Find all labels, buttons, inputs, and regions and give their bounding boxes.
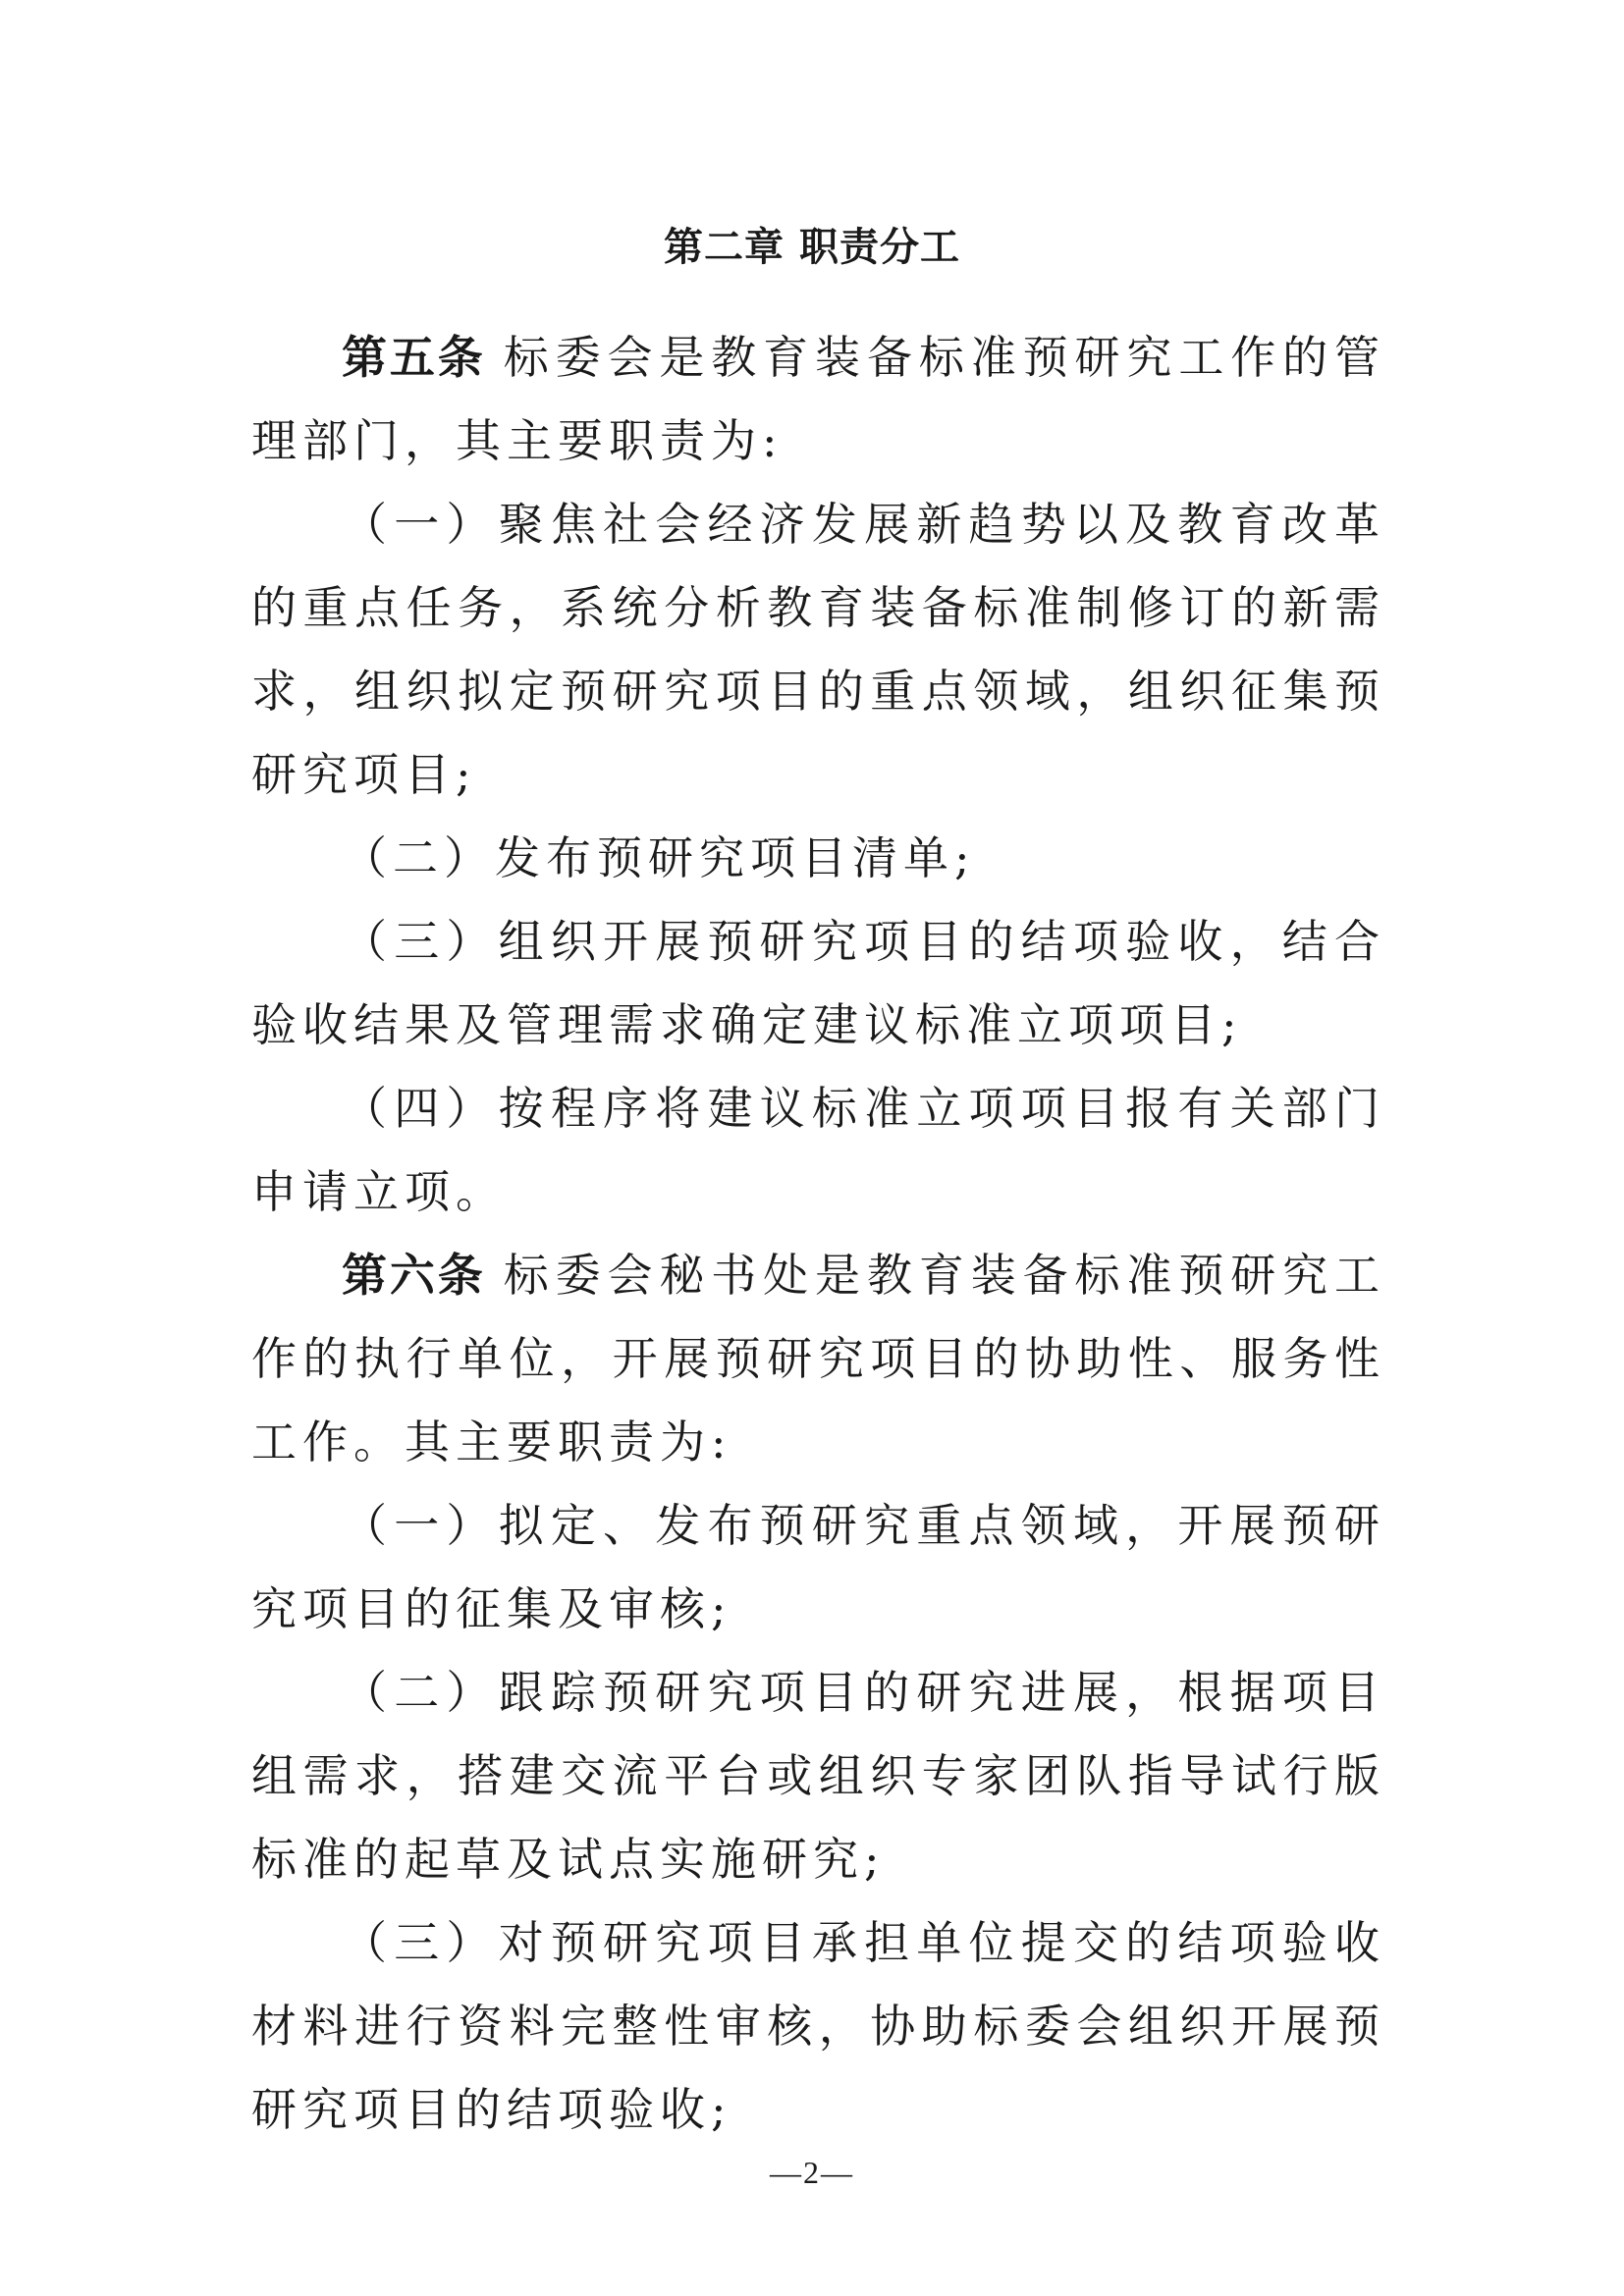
paragraph-text: （三）组织开展预研究项目的结项验收，结合验收结果及管理需求确定建议标准立项项目; (251, 915, 1385, 1051)
article-6-item-2 (251, 1651, 1385, 1901)
article-6-item-3 (251, 1901, 1385, 2152)
article-5-item-1 (251, 483, 1385, 817)
paragraph-text: （一）聚焦社会经济发展新趋势以及教育改革的重点任务，系统分析教育装备标准制修订的新需求，组织拟定预研究项目的重点领域，组织征集预研究项目; (251, 498, 1385, 801)
article-5-item-3 (251, 900, 1385, 1067)
article-5-item-2 (251, 817, 1385, 900)
paragraph-text: （三）对预研究项目承担单位提交的结项验收材料进行资料完整性审核，协助标委会组织开展预研究项目的结项验收; (251, 1916, 1385, 2136)
page-number: —2— (770, 2155, 854, 2190)
body-text (251, 316, 1385, 2152)
article-label: 第五条 (342, 331, 486, 384)
paragraph-text: （二）发布预研究项目清单; (342, 831, 976, 884)
chapter-title: 第二章 职责分工 (664, 225, 960, 270)
article-label: 第六条 (342, 1249, 486, 1302)
article-6-paragraph (251, 1234, 1385, 1484)
paragraph-text: （二）跟踪预研究项目的研究进展，根据项目组需求，搭建交流平台或组织专家团队指导试行版标准的起草及试点实施研究; (251, 1666, 1385, 1886)
paragraph-text: （一）拟定、发布预研究重点领域，开展预研究项目的征集及审核; (251, 1499, 1385, 1635)
paragraph-text: 标委会秘书处是教育装备标准预研究工作的执行单位，开展预研究项目的协助性、服务性工作。其主要职责为: (251, 1249, 1386, 1468)
article-6-item-1 (251, 1484, 1385, 1651)
article-5-paragraph (251, 316, 1385, 483)
paragraph-text: （四）按程序将建议标准立项项目报有关部门申请立项。 (251, 1082, 1385, 1218)
article-5-item-4 (251, 1067, 1385, 1234)
paragraph-text: 标委会是教育装备标准预研究工作的管理部门，其主要职责为: (251, 331, 1386, 467)
